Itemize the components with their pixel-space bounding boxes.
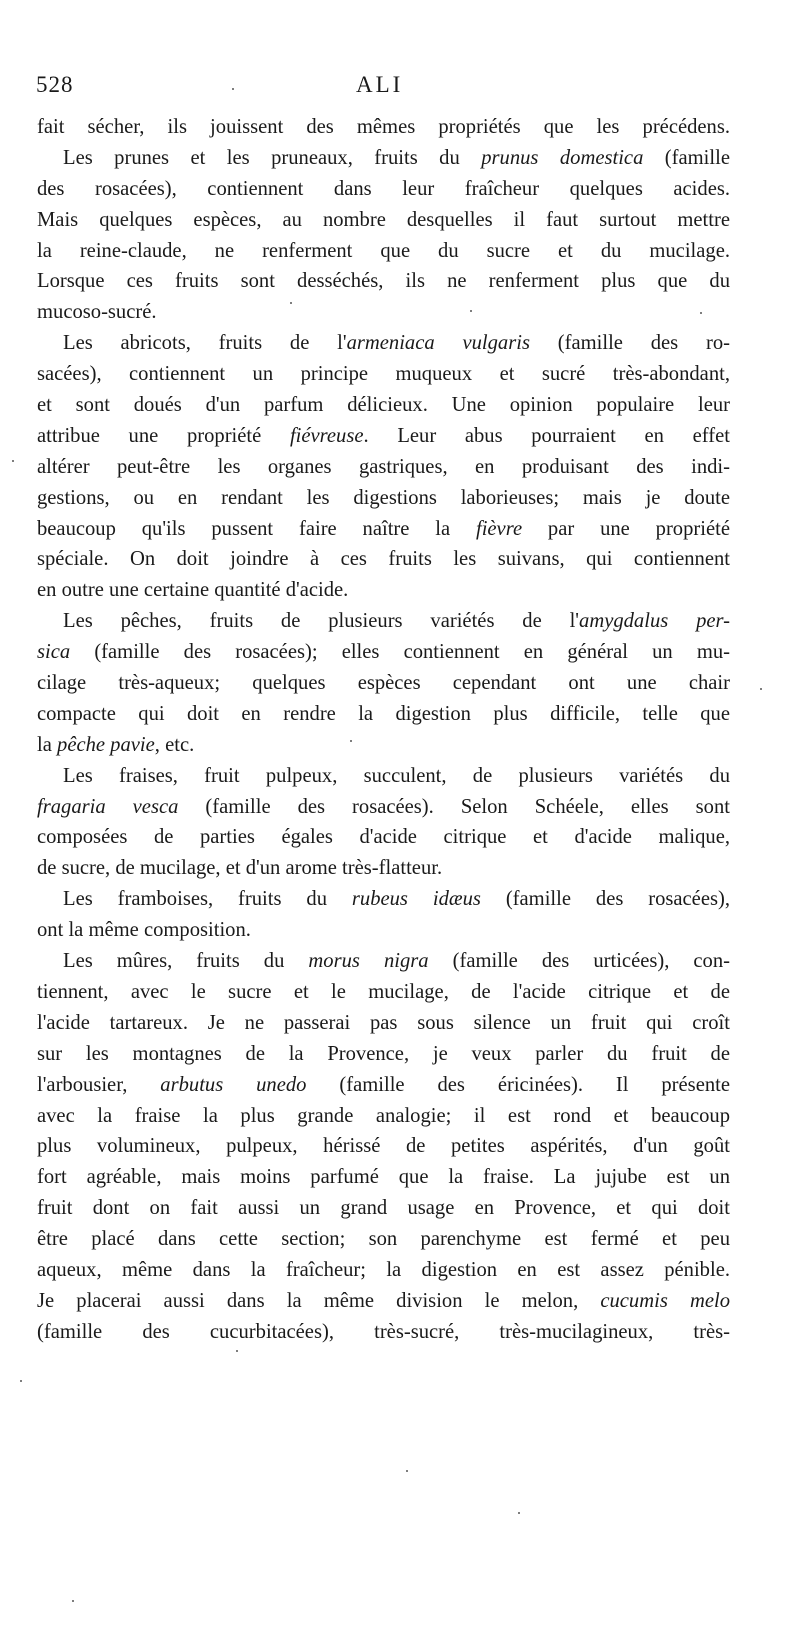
text-run: Les pêches, fruits de plusieurs variétés de l' xyxy=(63,610,580,633)
text-line xyxy=(37,421,730,452)
text-run: (famille des éricinées). Il présente xyxy=(306,1073,730,1096)
italic-term: fiévreuse xyxy=(289,424,364,447)
text-run: (famille xyxy=(643,146,730,169)
italic-term: cucumis melo xyxy=(600,1289,730,1312)
text-run: . Leur abus pourraient en effet xyxy=(363,424,730,447)
text-run: tiennent, avec le sucre et le mucilage, de l'acide citrique et de xyxy=(37,980,730,1003)
text-run: , etc. xyxy=(154,733,195,756)
text-line xyxy=(37,1131,730,1162)
text-line xyxy=(37,174,730,205)
text-run: gestions, ou en rendant les digestions laborieuses; mais je doute xyxy=(37,486,730,509)
text-run: Les abricots, fruits de l' xyxy=(63,332,347,355)
text-line xyxy=(37,606,730,637)
page-number: 528 xyxy=(36,72,74,97)
text-run: et sont doués d'un parfum délicieux. Une opinion populaire leur xyxy=(37,394,730,417)
text-run: sur les montagnes de la Provence, je veux parler du fruit de xyxy=(37,1042,730,1065)
text-run: l'arbousier, xyxy=(37,1073,161,1096)
text-line xyxy=(37,1070,730,1101)
text-line xyxy=(37,1255,730,1286)
text-run: par une propriété xyxy=(522,517,730,540)
text-run: cilage très-aqueux; quelques espèces cependant ont une chair xyxy=(37,672,730,695)
italic-term: arbutus unedo xyxy=(160,1073,307,1096)
text-line xyxy=(37,1317,730,1348)
text-line xyxy=(37,1193,730,1224)
text-run: de sucre, de mucilage, et d'un arome très-flatteur. xyxy=(37,857,443,880)
text-run: la reine-claude, ne renferment que du sucre et du mucilage. xyxy=(37,239,730,262)
text-line xyxy=(37,483,730,514)
text-run: avec la fraise la plus grande analogie; il est rond et beaucoup xyxy=(37,1104,730,1127)
text-run: (famille des ro- xyxy=(529,332,730,355)
text-run: mucoso-sucré. xyxy=(37,301,157,324)
text-line xyxy=(37,853,730,884)
text-line xyxy=(37,328,730,359)
text-line xyxy=(37,977,730,1008)
italic-term: armeniaca vulgaris xyxy=(346,332,530,355)
text-line xyxy=(37,668,730,699)
running-head: ALI xyxy=(356,72,404,97)
text-run: spéciale. On doit joindre à ces fruits les suivans, qui contiennent xyxy=(37,548,730,571)
text-run: ont la même composition. xyxy=(37,919,251,942)
italic-term: amygdalus per- xyxy=(579,610,730,633)
italic-term: pêche pavie xyxy=(57,733,155,756)
text-run: la xyxy=(37,733,58,756)
text-run: plus volumineux, pulpeux, hérissé de petites aspérités, d'un goût xyxy=(37,1135,730,1158)
text-run: Les fraises, fruit pulpeux, succulent, de plusieurs variétés du xyxy=(63,764,730,787)
text-run: Les framboises, fruits du xyxy=(63,888,352,911)
text-line xyxy=(37,915,730,946)
text-line xyxy=(37,946,730,977)
text-run: Les prunes et les pruneaux, fruits du xyxy=(63,146,482,169)
text-line xyxy=(37,792,730,823)
text-line xyxy=(37,112,730,143)
text-line xyxy=(37,822,730,853)
text-line xyxy=(37,514,730,545)
page-header xyxy=(36,72,736,108)
text-run: (famille des urticées), con- xyxy=(428,950,730,973)
text-line xyxy=(37,544,730,575)
text-line xyxy=(37,1039,730,1070)
text-run: composées de parties égales d'acide citrique et d'acide malique, xyxy=(37,826,730,849)
text-run: (famille des rosacées); elles contiennent en général un mu- xyxy=(70,641,730,664)
text-run: (famille des rosacées). Selon Schéele, elles sont xyxy=(178,795,730,818)
text-run: Mais quelques espèces, au nombre desquelles il faut surtout mettre xyxy=(37,208,730,231)
text-run: Lorsque ces fruits sont desséchés, ils ne renferment plus que du xyxy=(37,270,730,293)
text-line xyxy=(37,884,730,915)
text-line xyxy=(37,1224,730,1255)
text-run: fort agréable, mais moins parfumé que la fraise. La jujube est un xyxy=(37,1166,730,1189)
text-run: Je placerai aussi dans la même division le melon, xyxy=(37,1289,601,1312)
text-run: fait sécher, ils jouissent des mêmes propriétés que les précédens. xyxy=(37,116,730,138)
text-line xyxy=(37,236,730,267)
text-line xyxy=(37,205,730,236)
body-text xyxy=(37,112,730,1348)
italic-term: sica xyxy=(37,641,71,664)
text-line xyxy=(37,452,730,483)
text-run: des rosacées), contiennent dans leur fraîcheur quelques acides. xyxy=(37,177,730,200)
text-line xyxy=(37,1286,730,1317)
text-run: en outre une certaine quantité d'acide. xyxy=(37,579,349,602)
text-run: l'acide tartareux. Je ne passerai pas sous silence un fruit qui croît xyxy=(37,1011,730,1034)
text-line xyxy=(37,699,730,730)
text-run: (famille des cucurbitacées), très-sucré, très-mucilagineux, très- xyxy=(37,1320,730,1343)
text-run: Les mûres, fruits du xyxy=(63,950,309,973)
italic-term: prunus domestica xyxy=(481,146,644,169)
text-run: fruit dont on fait aussi un grand usage en Provence, et qui doit xyxy=(37,1197,730,1220)
text-line xyxy=(37,266,730,297)
text-line xyxy=(37,1008,730,1039)
italic-term: rubeus idæus xyxy=(351,888,481,911)
text-line xyxy=(37,1101,730,1132)
text-line xyxy=(37,297,730,328)
text-run: être placé dans cette section; son parenchyme est fermé et peu xyxy=(37,1228,730,1251)
text-line xyxy=(37,143,730,174)
text-line xyxy=(37,359,730,390)
text-run: (famille des rosacées), xyxy=(480,888,730,911)
text-run: altérer peut-être les organes gastriques, en produisant des indi- xyxy=(37,455,730,478)
italic-term: fièvre xyxy=(475,517,523,540)
text-run: aqueux, même dans la fraîcheur; la digestion en est assez pénible. xyxy=(37,1258,730,1281)
italic-term: morus nigra xyxy=(308,950,429,973)
italic-term: fragaria vesca xyxy=(37,795,179,818)
text-line xyxy=(37,575,730,606)
text-run: sacées), contiennent un principe muqueux et sucré très-abondant, xyxy=(37,363,730,386)
text-line xyxy=(37,761,730,792)
text-run: beaucoup qu'ils pussent faire naître la xyxy=(37,517,476,540)
text-run: attribue une propriété xyxy=(37,424,290,447)
text-line xyxy=(37,637,730,668)
text-line xyxy=(37,1162,730,1193)
text-run: compacte qui doit en rendre la digestion plus difficile, telle que xyxy=(37,702,730,725)
text-line xyxy=(37,390,730,421)
text-line xyxy=(37,730,730,761)
